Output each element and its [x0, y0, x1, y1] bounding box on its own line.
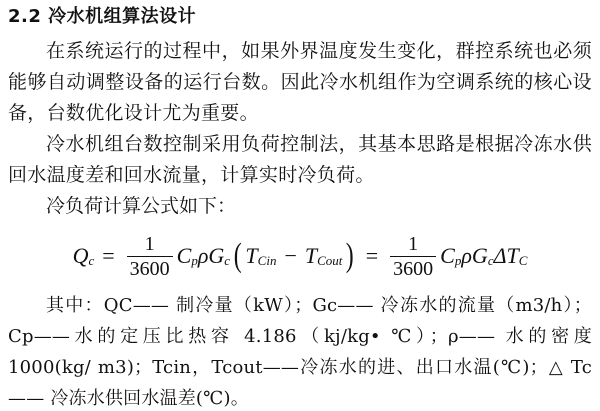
formula-g-subscript-1: c: [224, 253, 231, 268]
formula-fraction-1: [127, 233, 173, 280]
formula-tcout-symbol: T: [304, 243, 318, 268]
formula-denominator-2: 3600: [390, 256, 436, 280]
formula-equals-1: =: [102, 243, 115, 268]
formula-q-symbol: Q: [72, 243, 89, 268]
formula-cp-subscript-1: p: [191, 253, 198, 268]
paragraph-1: 在系统运行的过程中，如果外界温度发生变化，群控系统也必须能够自动调整设备的运行台数。因此冷水机组作为空调系统的核心设备，台数优化设计尤为重要。: [8, 40, 592, 124]
formula-numerator-2: 1: [408, 232, 419, 255]
formula-numerator-1: 1: [144, 232, 155, 255]
formula-intro: 冷负荷计算公式如下：: [46, 195, 237, 217]
formula-open-paren: (: [233, 237, 242, 274]
formula-g-symbol-2: G: [471, 243, 488, 268]
formula-delta-t-symbol: ΔT: [493, 243, 519, 268]
formula-fraction-2: [390, 233, 436, 280]
formula-minus: −: [284, 243, 297, 268]
formula-tcin-subscript: Cin: [257, 253, 277, 268]
formula-denominator-1: 3600: [127, 256, 173, 280]
formula-delta-t-subscript: C: [518, 253, 528, 268]
paragraph-2: 冷水机组台数控制采用负荷控制法，其基本思路是根据冷冻水供回水温度差和回水流量，计算实时冷负荷。: [8, 133, 592, 186]
formula-tcout-subscript: Cout: [317, 253, 343, 268]
section-heading: 2.2 冷水机组算法设计: [8, 6, 197, 27]
formula-q-subscript: c: [88, 253, 95, 268]
formula-g-symbol-1: G: [208, 243, 225, 268]
formula-cp-subscript-2: p: [454, 253, 462, 268]
formula-g-subscript-2: c: [487, 253, 494, 268]
formula-cp-symbol-2: C: [440, 243, 455, 268]
cooling-load-formula: [8, 224, 592, 288]
variable-definitions: 其中：QC—— 制冷量（kW）；Gc—— 冷冻水的流量（m3/h）；Cp——水的定压比热容 4.186（kj/kg• ℃）；ρ—— 水的密度 1000(kg/ m3)；Tcin，Tcout——冷冻水的进、出口水温(℃)；△ Tc —— 冷冻水供回水温差(℃)。: [8, 295, 592, 409]
formula-equals-2: =: [365, 243, 379, 268]
formula-rho-1: ρ: [197, 243, 209, 268]
formula-close-paren: ): [346, 237, 355, 274]
formula-tcin-symbol: T: [245, 243, 258, 268]
formula-rho-2: ρ: [461, 243, 472, 268]
formula-cp-symbol-1: C: [176, 243, 192, 268]
